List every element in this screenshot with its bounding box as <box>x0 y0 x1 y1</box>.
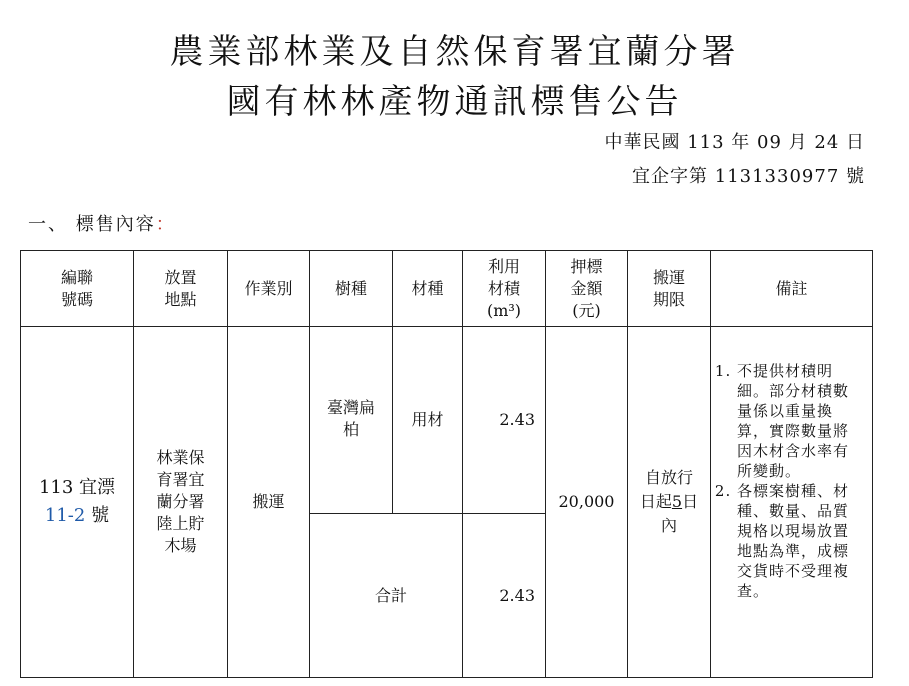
table-header-row <box>21 251 873 327</box>
period-days: 5 <box>671 492 683 511</box>
header-work-type: 作業別 <box>228 251 310 327</box>
cell-period: 自放行日起5日內 <box>628 327 711 678</box>
header-period: 搬運 期限 <box>628 251 711 327</box>
announcement-title-line1: 農業部林業及自然保育署宜蘭分署 <box>169 32 740 72</box>
cell-location: 林業保育署宜蘭分署陸上貯木場 <box>134 327 228 678</box>
bid-content-table <box>20 250 873 678</box>
total-label: 合計 <box>310 514 463 678</box>
document-number: 宜企字第 1131330977 號 <box>632 166 865 187</box>
cell-species: 臺灣扁柏 <box>310 327 393 514</box>
section-heading-label: 一、 標售內容 <box>28 214 156 235</box>
header-volume: 利用 材積 (m³) <box>463 251 546 327</box>
cell-id-number: 11-2 <box>44 505 86 526</box>
table-row <box>21 327 873 514</box>
remark-item: 1. 不提供材積明細。部分材積數量係以重量換算，實際數量將因木材含水率有所變動。 <box>737 361 864 481</box>
header-species: 樹種 <box>310 251 393 327</box>
cell-material: 用材 <box>393 327 463 514</box>
total-volume: 2.43 <box>463 514 546 678</box>
section-heading-colon: ： <box>155 214 176 235</box>
header-location: 放置地點 <box>134 251 228 327</box>
header-id: 編聯號碼 <box>21 251 134 327</box>
header-deposit: 押標 金額 (元) <box>546 251 628 327</box>
cell-deposit: 20,000 <box>546 327 628 678</box>
announcement-title-line2: 國有林林產物通訊標售公告 <box>226 82 683 122</box>
section-heading <box>28 210 176 236</box>
cell-work-type: 搬運 <box>228 327 310 678</box>
cell-volume: 2.43 <box>463 327 546 514</box>
cell-id: 113 宜漂 11-2 號 <box>21 327 134 678</box>
cell-remarks <box>711 327 873 678</box>
header-material: 材種 <box>393 251 463 327</box>
remark-item: 2. 各標案樹種、材種、數量、品質規格以現場放置地點為準，成標交貨時不受理複查。 <box>737 481 864 601</box>
announcement-date: 中華民國 113 年 09 月 24 日 <box>604 132 865 153</box>
header-remarks: 備註 <box>711 251 873 327</box>
